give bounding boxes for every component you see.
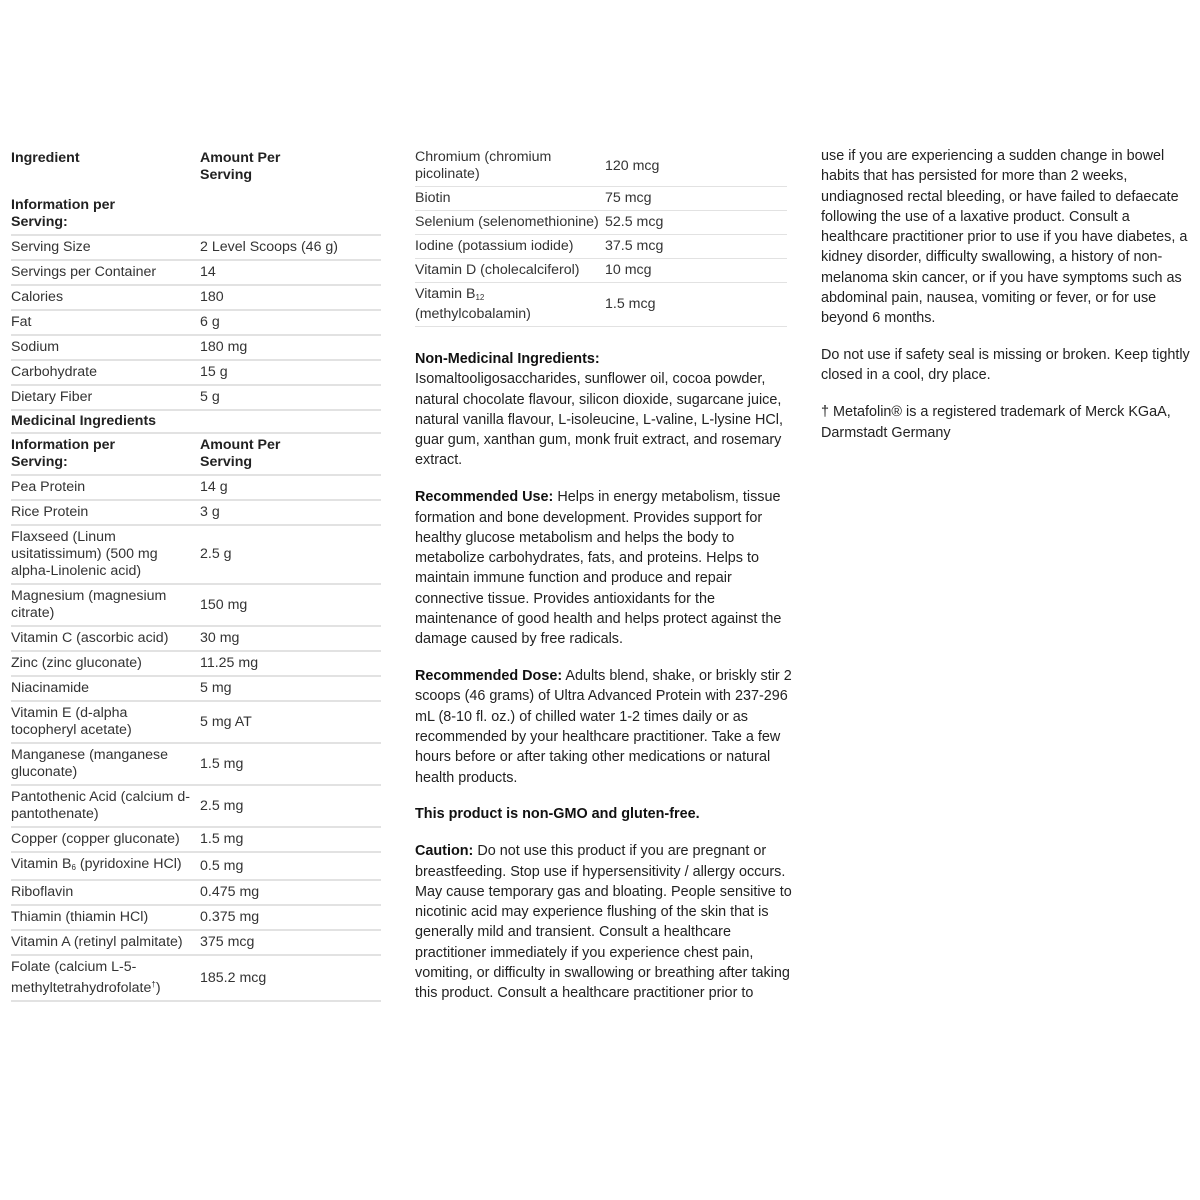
caution: Caution: Do not use this product if you are pregnant or breastfeeding. Stop use if hypersensitivity / allergy occurs. May cause temporary gas and bloating. People sensitive to nicotinic acid may experience flushing of the skin that is generally mild and transient. Consult a healthcare practitioner immediately if you experience chest pain, vomiting, or difficulty in swallowing or breathing after taking this product. Consult a healthcare practitioner prior to xyxy=(415,843,792,1002)
table-row xyxy=(415,259,787,283)
caution-continued: use if you are experiencing a sudden change in bowel habits that has persisted for more than 2 weeks, undiagnosed rectal bleeding, or have failed to defaecate following the use of a laxative product. Consult a healthcare practitioner prior to use if you have diabetes, a kidney disorder, difficulty swallowing, a history of non-melanoma skin cancer, or if you have symptoms such as abdominal pain, nausea, vomiting or fever, or for use beyond 6 months. xyxy=(821,148,1188,327)
ingredient-amount: 120 mcg xyxy=(605,146,787,187)
table-header-row xyxy=(11,148,381,187)
table-row xyxy=(11,385,381,410)
ingredient-name: Vitamin C (ascorbic acid) xyxy=(11,626,200,651)
ingredient-amount: 0.375 mg xyxy=(200,905,381,930)
ingredient-amount: 1.5 mcg xyxy=(605,283,787,327)
ingredient-name: Niacinamide xyxy=(11,676,200,701)
medicinal-title: Medicinal Ingredients xyxy=(11,410,381,433)
ingredient-header: Ingredient xyxy=(11,150,80,166)
ingredient-name: Rice Protein xyxy=(11,500,200,525)
minerals-table xyxy=(415,146,787,327)
non-medicinal-ingredients: Non-Medicinal Ingredients: Isomaltooligosaccharides, sunflower oil, cocoa powder, natural chocolate flavour, silicon dioxide, sugarcane juice, natural vanilla flavour, L-isoleucine, L-valine, L-lysine HCl, guar gum, xanthan gum, monk fruit extract, and rosemary extract. xyxy=(415,351,783,469)
ingredient-amount: 2.5 g xyxy=(200,525,381,584)
table-row xyxy=(11,785,381,827)
details-column xyxy=(415,146,793,1020)
recommended-dose: Recommended Dose: Adults blend, shake, or briskly stir 2 scoops (46 grams) of Ultra Advanced Protein with 237-296 mL (8-10 fl. oz.) of chilled water 1-2 times daily or as recommended by your healthcare practitioner. Take a few hours before or after taking other medications or natural health products. xyxy=(415,668,792,786)
table-row xyxy=(11,880,381,905)
ingredient-name: Selenium (selenomethionine) xyxy=(415,211,605,235)
ingredient-amount: 1.5 mg xyxy=(200,827,381,852)
table-row xyxy=(11,626,381,651)
table-row xyxy=(11,285,381,310)
table-row xyxy=(11,584,381,626)
ingredient-amount: 150 mg xyxy=(200,584,381,626)
ingredient-name: Pea Protein xyxy=(11,475,200,500)
ingredient-name: Folate (calcium L-5-methyltetrahydrofolate†) xyxy=(11,955,200,1001)
ingredient-amount: 15 g xyxy=(200,360,381,385)
ingredient-amount: 2 Level Scoops (46 g) xyxy=(200,235,381,260)
ingredient-name: Thiamin (thiamin HCl) xyxy=(11,905,200,930)
table-row xyxy=(415,283,787,327)
table-row xyxy=(11,676,381,701)
safety-seal-note: Do not use if safety seal is missing or broken. Keep tightly closed in a cool, dry place. xyxy=(821,347,1190,384)
table-row xyxy=(11,930,381,955)
table-row xyxy=(11,260,381,285)
ingredient-amount: 11.25 mg xyxy=(200,651,381,676)
table-row xyxy=(11,360,381,385)
non-gmo-statement: This product is non-GMO and gluten-free. xyxy=(415,806,700,823)
table-row xyxy=(415,146,787,187)
ingredient-name: Zinc (zinc gluconate) xyxy=(11,651,200,676)
ingredient-name: Copper (copper gluconate) xyxy=(11,827,200,852)
ingredient-name: Chromium (chromium picolinate) xyxy=(415,146,605,187)
table-row xyxy=(11,525,381,584)
ingredient-amount: 6 g xyxy=(200,310,381,335)
ingredient-amount: 52.5 mcg xyxy=(605,211,787,235)
medicinal-amount-header: Amount Per Serving xyxy=(200,433,381,475)
table-row xyxy=(11,335,381,360)
table-row xyxy=(11,235,381,260)
caution-continued-column xyxy=(821,146,1199,459)
table-row xyxy=(11,701,381,743)
ingredient-amount: 180 xyxy=(200,285,381,310)
ingredient-amount: 375 mcg xyxy=(200,930,381,955)
ingredient-amount: 10 mcg xyxy=(605,259,787,283)
ingredient-name: Magnesium (magnesium citrate) xyxy=(11,584,200,626)
ingredient-amount: 5 mg xyxy=(200,676,381,701)
info-header: Information per Serving: xyxy=(11,187,200,235)
table-row xyxy=(415,235,787,259)
ingredient-amount: 180 mg xyxy=(200,335,381,360)
ingredient-name: Vitamin A (retinyl palmitate) xyxy=(11,930,200,955)
table-row xyxy=(11,955,381,1001)
ingredient-amount: 37.5 mcg xyxy=(605,235,787,259)
ingredient-amount: 5 g xyxy=(200,385,381,410)
trademark-note: † Metafolin® is a registered trademark of Merck KGaA, Darmstadt Germany xyxy=(821,404,1171,441)
ingredient-name: Dietary Fiber xyxy=(11,385,200,410)
ingredient-name: Vitamin E (d-alpha tocopheryl acetate) xyxy=(11,701,200,743)
ingredient-amount: 14 xyxy=(200,260,381,285)
ingredient-name: Servings per Container xyxy=(11,260,200,285)
table-row xyxy=(11,827,381,852)
medicinal-info-header: Information per Serving: xyxy=(11,433,200,475)
table-row xyxy=(415,211,787,235)
ingredient-amount: 75 mcg xyxy=(605,187,787,211)
medicinal-title-row xyxy=(11,410,381,433)
table-row xyxy=(11,500,381,525)
nutrition-table-column xyxy=(11,148,381,1002)
table-row xyxy=(11,852,381,880)
ingredient-name: Carbohydrate xyxy=(11,360,200,385)
ingredient-name: Vitamin $B_{12}$ (methylcobalamin) xyxy=(415,283,605,327)
ingredient-name: Fat xyxy=(11,310,200,335)
ingredients-table xyxy=(11,148,381,1002)
recommended-use: Recommended Use: Helps in energy metabolism, tissue formation and bone development. Provides support for healthy glucose metabolism and helps the body to metabolize carbohydrates, fats, and proteins. Helps to maintain immune function and produce and repair connective tissue. Provides antioxidants for the maintenance of good health and helps protect against the damage caused by free radicals. xyxy=(415,489,782,648)
text-blocks xyxy=(415,349,793,1004)
ingredient-name: Iodine (potassium iodide) xyxy=(415,235,605,259)
medicinal-header-row xyxy=(11,433,381,475)
info-header-row xyxy=(11,187,381,235)
ingredient-amount: 5 mg AT xyxy=(200,701,381,743)
ingredient-amount: 14 g xyxy=(200,475,381,500)
ingredient-name: Manganese (manganese gluconate) xyxy=(11,743,200,785)
ingredient-amount: 0.5 mg xyxy=(200,852,381,880)
ingredient-name: Riboflavin xyxy=(11,880,200,905)
ingredient-name: Pantothenic Acid (calcium d-pantothenate) xyxy=(11,785,200,827)
table-row xyxy=(11,475,381,500)
ingredient-amount: 2.5 mg xyxy=(200,785,381,827)
ingredient-name: Vitamin $B_6$ (pyridoxine HCl) xyxy=(11,852,200,880)
ingredient-amount: 0.475 mg xyxy=(200,880,381,905)
table-row xyxy=(11,743,381,785)
ingredient-amount: 185.2 mcg xyxy=(200,955,381,1001)
ingredient-name: Calories xyxy=(11,285,200,310)
ingredient-name: Serving Size xyxy=(11,235,200,260)
ingredient-name: Flaxseed (Linum usitatissimum) (500 mg alpha-Linolenic acid) xyxy=(11,525,200,584)
table-row xyxy=(11,310,381,335)
ingredient-amount: 1.5 mg xyxy=(200,743,381,785)
table-row xyxy=(11,905,381,930)
table-row xyxy=(11,651,381,676)
ingredient-name: Biotin xyxy=(415,187,605,211)
ingredient-amount: 3 g xyxy=(200,500,381,525)
ingredient-name: Vitamin D (cholecalciferol) xyxy=(415,259,605,283)
ingredient-amount: 30 mg xyxy=(200,626,381,651)
amount-header: Amount Per Serving xyxy=(200,150,281,183)
ingredient-name: Sodium xyxy=(11,335,200,360)
table-row xyxy=(415,187,787,211)
